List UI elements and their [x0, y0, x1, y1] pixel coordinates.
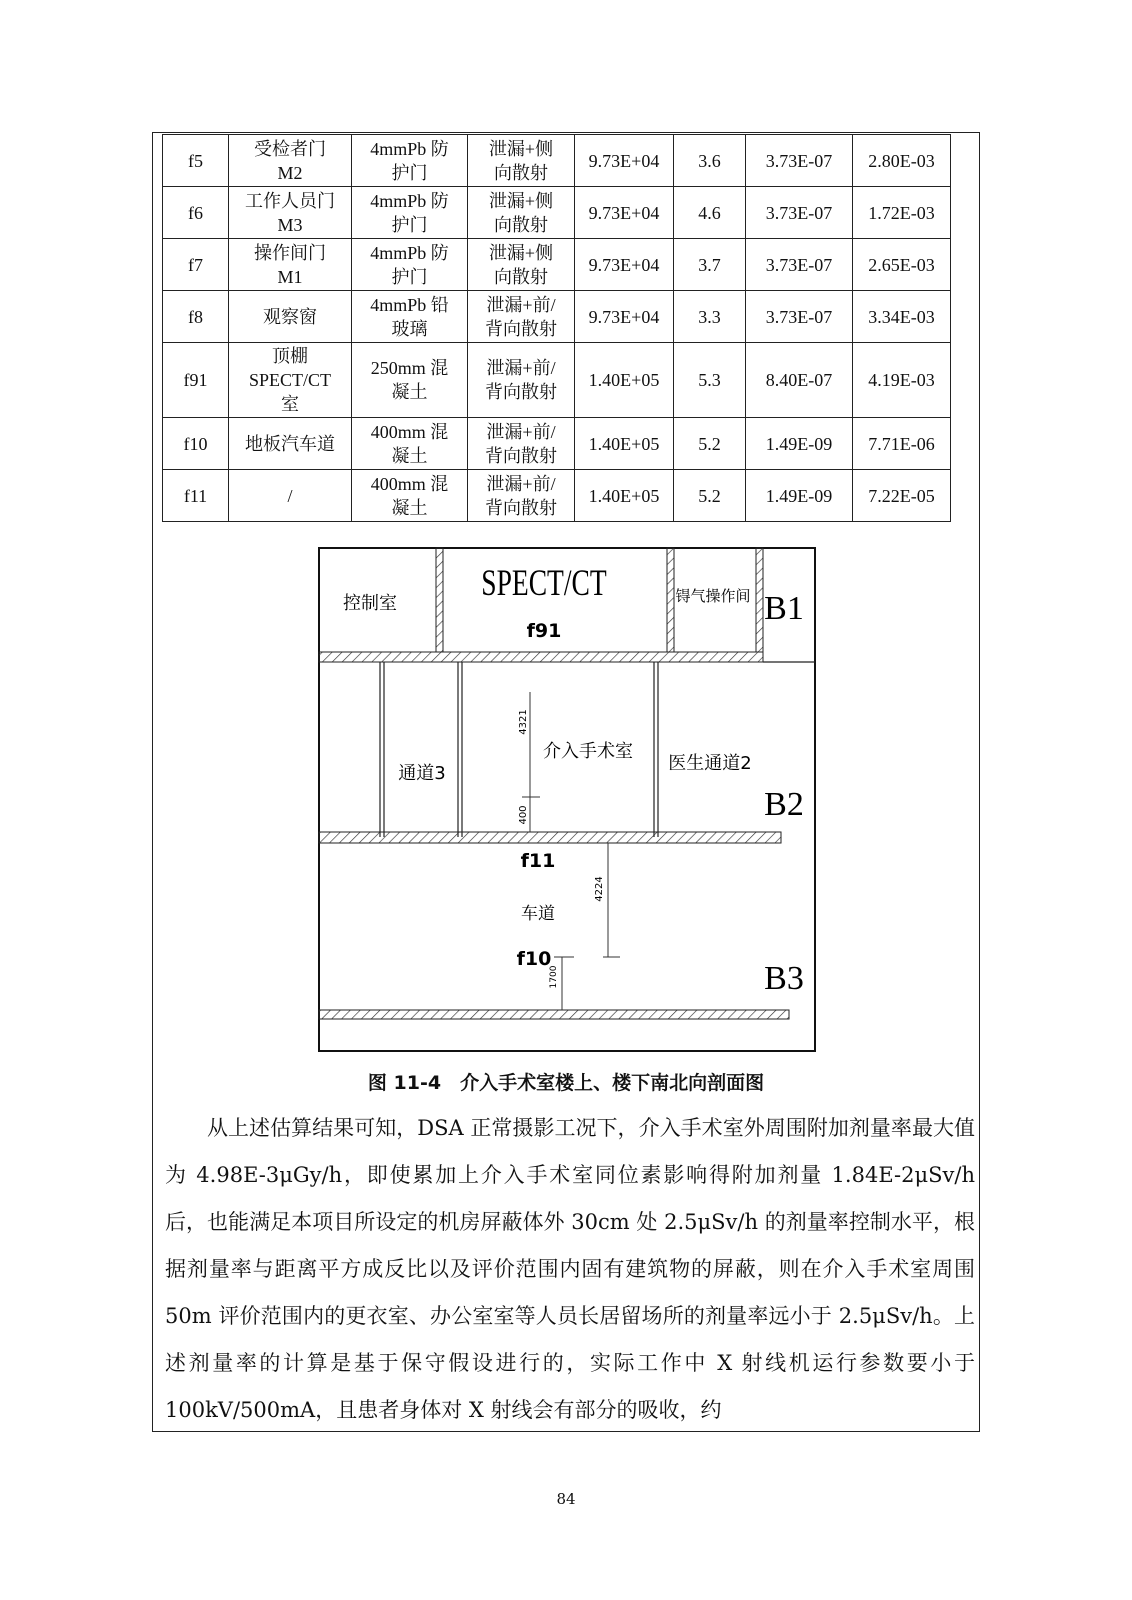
table-row — [163, 291, 951, 343]
cell-v2: 3.6 — [674, 135, 746, 187]
cell-id: f11 — [163, 470, 229, 522]
cell-location: 受检者门 M2 — [229, 135, 352, 187]
cell-v1: 1.40E+05 — [575, 418, 674, 470]
cell-v4: 7.71E-06 — [853, 418, 951, 470]
slab-b2-b3 — [319, 832, 781, 843]
cell-v2: 3.7 — [674, 239, 746, 291]
dose-rate-table — [162, 134, 951, 522]
wall-b1-2 — [667, 548, 674, 652]
cell-id: f5 — [163, 135, 229, 187]
cell-v4: 3.34E-03 — [853, 291, 951, 343]
cell-location: 地板汽车道 — [229, 418, 352, 470]
cell-v4: 2.80E-03 — [853, 135, 951, 187]
cell-v2: 5.2 — [674, 470, 746, 522]
cell-shield: 4mmPb 防 护门 — [352, 239, 468, 291]
cell-type: 泄漏+前/ 背向散射 — [468, 291, 575, 343]
label-f11: f11 — [520, 850, 556, 872]
cell-v3: 1.49E-09 — [746, 418, 853, 470]
cell-shield: 400mm 混 凝土 — [352, 418, 468, 470]
table-row — [163, 418, 951, 470]
cell-v1: 9.73E+04 — [575, 239, 674, 291]
cell-v3: 3.73E-07 — [746, 291, 853, 343]
cell-type: 泄漏+侧 向散射 — [468, 239, 575, 291]
cell-v3: 1.49E-09 — [746, 470, 853, 522]
cell-id: f6 — [163, 187, 229, 239]
cell-v4: 1.72E-03 — [853, 187, 951, 239]
cell-type: 泄漏+侧 向散射 — [468, 187, 575, 239]
cell-id: f91 — [163, 343, 229, 418]
cell-shield: 250mm 混 凝土 — [352, 343, 468, 418]
cell-type: 泄漏+前/ 背向散射 — [468, 343, 575, 418]
label-f91: f91 — [526, 620, 562, 642]
cell-shield: 4mmPb 防 护门 — [352, 187, 468, 239]
dim-4321: 4321 — [518, 709, 529, 735]
cell-v3: 8.40E-07 — [746, 343, 853, 418]
body-paragraph — [165, 1105, 975, 1434]
cell-v4: 2.65E-03 — [853, 239, 951, 291]
cell-id: f8 — [163, 291, 229, 343]
label-or-room: 介入手术室 — [543, 741, 633, 762]
table-row — [163, 239, 951, 291]
cell-v1: 9.73E+04 — [575, 291, 674, 343]
cell-location: 工作人员门 M3 — [229, 187, 352, 239]
label-gas-room: 锝气操作间 — [675, 587, 751, 605]
page-number: 84 — [556, 1490, 576, 1508]
table-row — [163, 135, 951, 187]
cell-type: 泄漏+前/ 背向散射 — [468, 418, 575, 470]
cell-v3: 3.73E-07 — [746, 239, 853, 291]
cell-location: 操作间门 M1 — [229, 239, 352, 291]
cell-shield: 400mm 混 凝土 — [352, 470, 468, 522]
dim-4224: 4224 — [594, 876, 605, 902]
cell-location: / — [229, 470, 352, 522]
cell-v3: 3.73E-07 — [746, 135, 853, 187]
cell-type: 泄漏+前/ 背向散射 — [468, 470, 575, 522]
cell-v1: 9.73E+04 — [575, 135, 674, 187]
cell-v1: 1.40E+05 — [575, 343, 674, 418]
cell-location: 顶棚 SPECT/CT 室 — [229, 343, 352, 418]
cell-location: 观察窗 — [229, 291, 352, 343]
wall-b1-1 — [436, 548, 443, 652]
cell-shield: 4mmPb 铅 玻璃 — [352, 291, 468, 343]
cell-id: f10 — [163, 418, 229, 470]
label-control-room: 控制室 — [343, 593, 397, 614]
label-f10: f10 — [516, 948, 552, 970]
label-car-lane: 车道 — [521, 904, 555, 924]
dim-1700: 1700 — [549, 965, 559, 989]
label-b2: B2 — [764, 786, 804, 823]
label-corridor3: 通道3 — [398, 763, 446, 784]
slab-b1-b2 — [319, 652, 763, 662]
cell-v2: 5.2 — [674, 418, 746, 470]
cell-v2: 3.3 — [674, 291, 746, 343]
cell-v1: 1.40E+05 — [575, 470, 674, 522]
label-doctor-corridor: 医生通道2 — [668, 753, 752, 774]
section-drawing — [318, 547, 816, 1052]
cell-v3: 3.73E-07 — [746, 187, 853, 239]
cell-v4: 4.19E-03 — [853, 343, 951, 418]
cell-shield: 4mmPb 防 护门 — [352, 135, 468, 187]
slab-bottom — [319, 1010, 789, 1019]
table-row — [163, 470, 951, 522]
cell-id: f7 — [163, 239, 229, 291]
label-b3: B3 — [764, 960, 804, 997]
wall-b1-3 — [756, 548, 763, 652]
cell-v4: 7.22E-05 — [853, 470, 951, 522]
label-spect: SPECT/CT — [481, 563, 607, 605]
cell-v2: 4.6 — [674, 187, 746, 239]
paragraph-text: 从上述估算结果可知，DSA 正常摄影工况下，介入手术室外周围附加剂量率最大值为 4.98E-3μGy/h，即使累加上介入手术室同位素影响得附加剂量 1.84E-2μSv/h 后，也能满足本项目所设定的机房屏蔽体外 30cm 处 2.5μSv/h 的剂量率控制水平，根据剂量率与距离平方成反比以及评价范围内固有建筑物的屏蔽，则在介入手术室周围 50m 评价范围内的更衣室、办公室室等人员长居留场所的剂量率远小于 2.5μSv/h。上述剂量率的计算是基于保守假设进行的，实际工作中 X 射线机运行参数要小于 100kV/500mA，且患者身体对 X 射线会有部分的吸收，约 — [165, 1116, 975, 1422]
outer-border — [319, 548, 815, 1051]
table-row — [163, 343, 951, 418]
cell-v1: 9.73E+04 — [575, 187, 674, 239]
table-row — [163, 187, 951, 239]
figure-caption: 图 11-4 介入手术室楼上、楼下南北向剖面图 — [367, 1072, 765, 1094]
dim-400: 400 — [518, 805, 529, 825]
cell-v2: 5.3 — [674, 343, 746, 418]
label-b1: B1 — [764, 590, 804, 627]
cell-type: 泄漏+侧 向散射 — [468, 135, 575, 187]
